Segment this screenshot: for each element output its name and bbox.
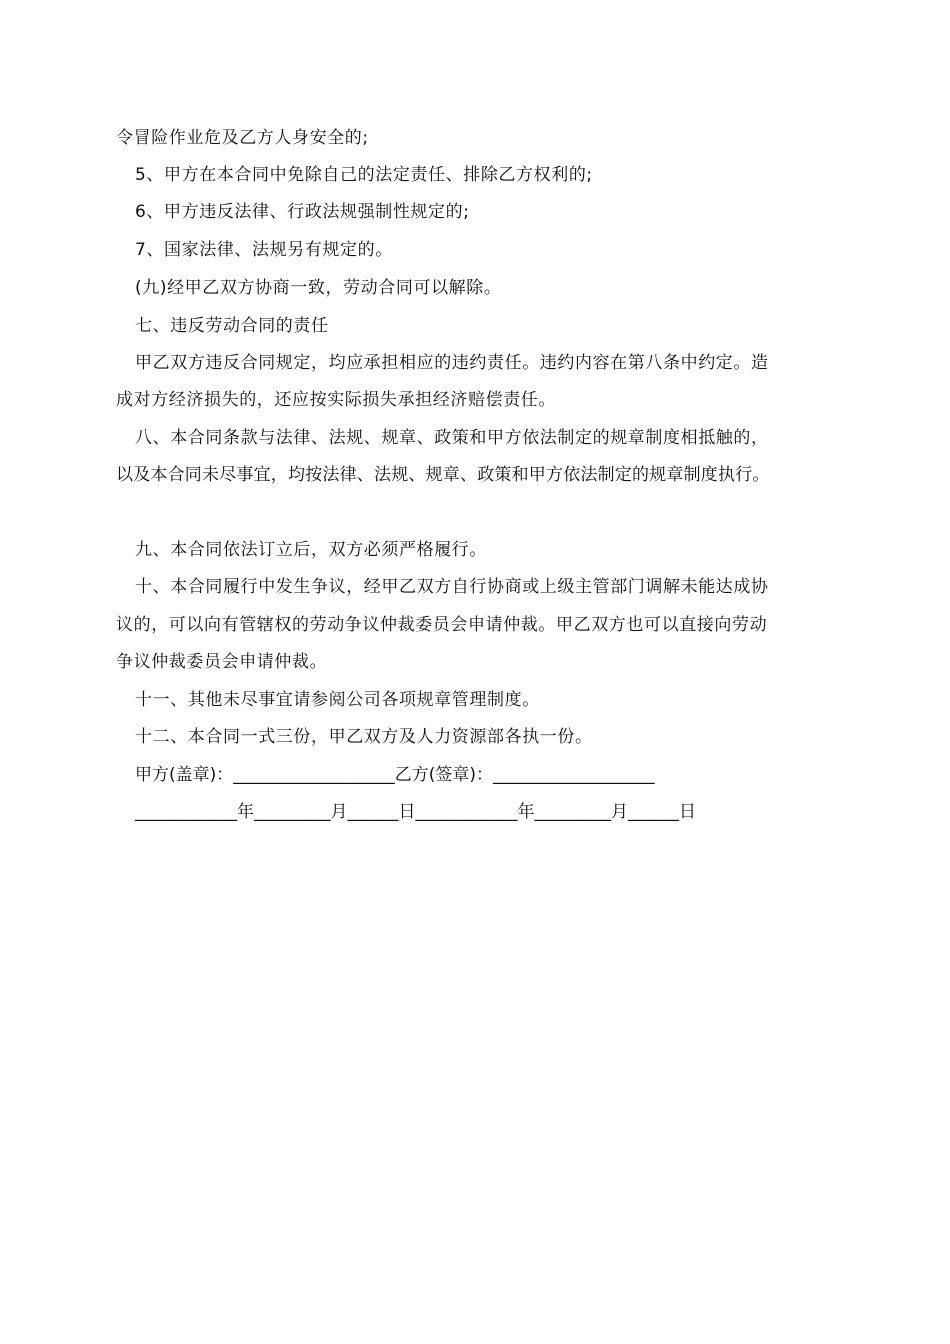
date-line: ____________年_________月______日____________年_________月______日 [135,802,696,822]
signature-line: 甲方(盖章)：___________________乙方(签章)：___________________ [135,765,655,785]
text-line: 成对方经济损失的，还应按实际损失承担经济赔偿责任。 [116,390,556,410]
text-line: 争议仲裁委员会申请仲裁。 [116,652,328,672]
section-heading: 七、违反劳动合同的责任 [135,316,329,336]
text-line: 十二、本合同一式三份，甲乙双方及人力资源部各执一份。 [135,727,593,747]
text-line: 5、甲方在本合同中免除自己的法定责任、排除乙方权利的; [135,165,593,185]
text-line: (九)经甲乙双方协商一致，劳动合同可以解除。 [135,278,502,298]
text-line: 九、本合同依法订立后，双方必须严格履行。 [135,540,487,560]
text-line: 八、本合同条款与法律、法规、规章、政策和甲方依法制定的规章制度相抵触的， [135,428,769,448]
text-line: 十一、其他未尽事宜请参阅公司各项规章管理制度。 [135,690,540,710]
text-line: 议的，可以向有管辖权的劳动争议仲裁委员会申请仲裁。甲乙双方也可以直接向劳动 [116,615,768,635]
text-line: 以及本合同未尽事宜，均按法律、法规、规章、政策和甲方依法制定的规章制度执行。 [116,465,770,485]
text-line: 十、本合同履行中发生争议，经甲乙双方自行协商或上级主管部门调解未能达成协 [135,577,769,597]
text-line: 令冒险作业危及乙方人身安全的; [116,128,369,148]
text-line: 7、国家法律、法规另有规定的。 [135,240,393,260]
text-line: 6、甲方违反法律、行政法规强制性规定的; [135,202,470,222]
text-line: 甲乙双方违反合同规定，均应承担相应的违约责任。违约内容在第八条中约定。造 [135,353,769,373]
